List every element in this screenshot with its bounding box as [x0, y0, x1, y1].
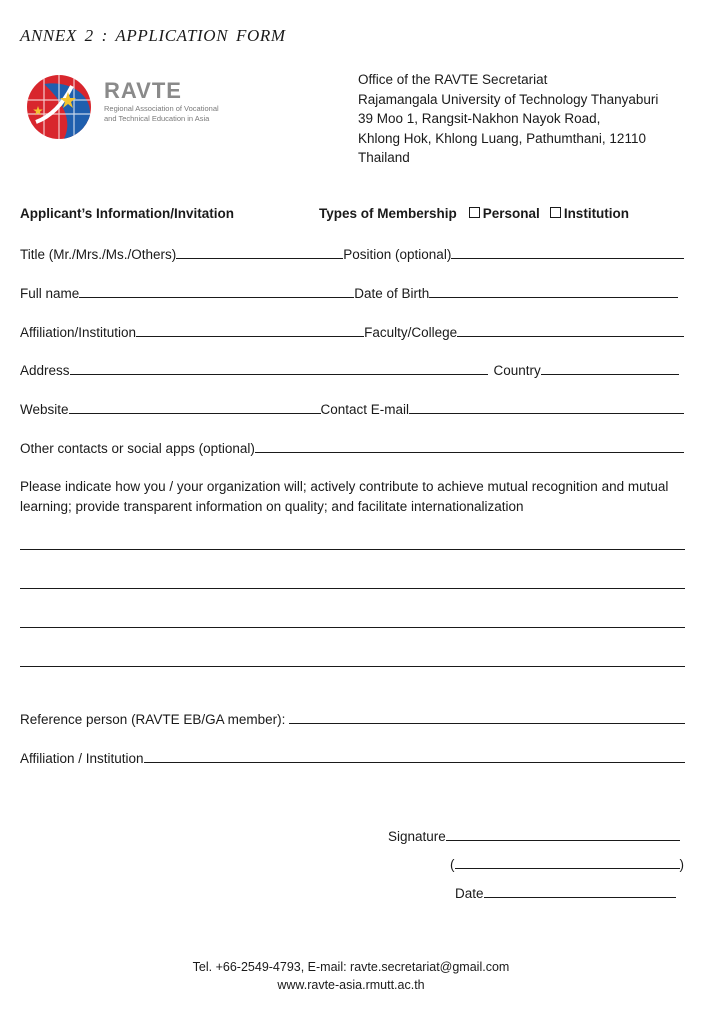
open-paren: (: [450, 857, 455, 872]
membership-type: [319, 206, 629, 221]
address-line: Khlong Hok, Khlong Luang, Pathumthani, 12110: [358, 130, 646, 146]
ravte-globe-icon: [24, 72, 100, 142]
footer: [0, 958, 702, 994]
answer-line[interactable]: [20, 666, 685, 667]
date-of-birth-field[interactable]: [429, 297, 678, 298]
country-label: Country: [493, 363, 541, 378]
footer-website: www.ravte-asia.rmutt.ac.th: [277, 978, 425, 992]
institution-checkbox[interactable]: [550, 207, 561, 218]
faculty-label: Faculty/College: [364, 325, 458, 340]
logo-subtitle-line: Regional Association of Vocational: [104, 104, 219, 113]
address-line: Thailand: [358, 150, 410, 165]
reference-affiliation-row: [20, 748, 685, 766]
annex-title: ANNEX 2 : APPLICATION FORM: [20, 26, 286, 45]
printed-name-row: [450, 854, 684, 872]
position-label: Position (optional): [343, 247, 452, 262]
signature-row: [388, 826, 680, 844]
date-row: [455, 883, 676, 901]
affiliation-faculty-row: [20, 322, 684, 340]
country-field[interactable]: [541, 374, 679, 375]
address-label: Address: [20, 363, 70, 378]
date-of-birth-label: Date of Birth: [354, 286, 430, 301]
reference-affiliation-label: Affiliation / Institution: [20, 751, 144, 766]
website-field[interactable]: [69, 413, 321, 414]
footer-contact: Tel. +66-2549-4793, E-mail: ravte.secretariat@gmail.com: [192, 960, 510, 974]
name-dob-row: [20, 283, 684, 301]
full-name-label: Full name: [20, 286, 80, 301]
logo-subtitle: [104, 104, 219, 124]
personal-checkbox[interactable]: [469, 207, 480, 218]
date-label: Date: [455, 886, 484, 901]
faculty-field[interactable]: [457, 336, 684, 337]
personal-option-label: Personal: [482, 206, 540, 221]
other-contacts-field[interactable]: [255, 452, 684, 453]
reference-person-row: [20, 709, 685, 727]
other-contacts-label: Other contacts or social apps (optional): [20, 441, 255, 456]
contribution-question: Please indicate how you / your organization will; actively contribute to achieve mutual recognition and mutual learning; provide transparent information on quality; and facilitate internationalization: [20, 479, 669, 514]
close-paren: ): [679, 857, 684, 872]
answer-line[interactable]: [20, 549, 685, 550]
full-name-field[interactable]: [79, 297, 354, 298]
address-line: Rajamangala University of Technology Thanyaburi: [358, 91, 659, 107]
logo-name: RAVTE: [104, 78, 182, 103]
website-email-row: [20, 399, 684, 417]
position-field[interactable]: [451, 258, 684, 259]
reference-person-field[interactable]: [289, 723, 685, 724]
affiliation-field[interactable]: [136, 336, 364, 337]
contact-email-label: Contact E-mail: [320, 402, 410, 417]
office-address: [358, 70, 658, 168]
signature-field[interactable]: [446, 840, 680, 841]
answer-line[interactable]: [20, 588, 685, 589]
date-field[interactable]: [484, 897, 676, 898]
reference-affiliation-field[interactable]: [144, 762, 685, 763]
address-line: 39 Moo 1, Rangsit-Nakhon Nayok Road,: [358, 111, 601, 126]
address-field[interactable]: [70, 374, 488, 375]
answer-line[interactable]: [20, 627, 685, 628]
title-label: Title (Mr./Mrs./Ms./Others): [20, 247, 177, 262]
contact-email-field[interactable]: [409, 413, 684, 414]
ravte-logo: [24, 72, 234, 142]
membership-label: Types of Membership: [319, 206, 457, 221]
section-heading: Applicant’s Information/Invitation: [20, 206, 235, 221]
title-position-row: [20, 244, 684, 262]
address-country-row: [20, 360, 684, 378]
title-field[interactable]: [176, 258, 343, 259]
other-contacts-row: [20, 438, 684, 456]
reference-person-label: Reference person (RAVTE EB/GA member):: [20, 712, 286, 727]
logo-subtitle-line: and Technical Education in Asia: [104, 114, 210, 123]
printed-name-field[interactable]: [455, 868, 680, 869]
website-label: Website: [20, 402, 69, 417]
affiliation-label: Affiliation/Institution: [20, 325, 137, 340]
address-line: Office of the RAVTE Secretariat: [358, 72, 548, 87]
signature-label: Signature: [388, 829, 446, 844]
institution-option-label: Institution: [563, 206, 630, 221]
